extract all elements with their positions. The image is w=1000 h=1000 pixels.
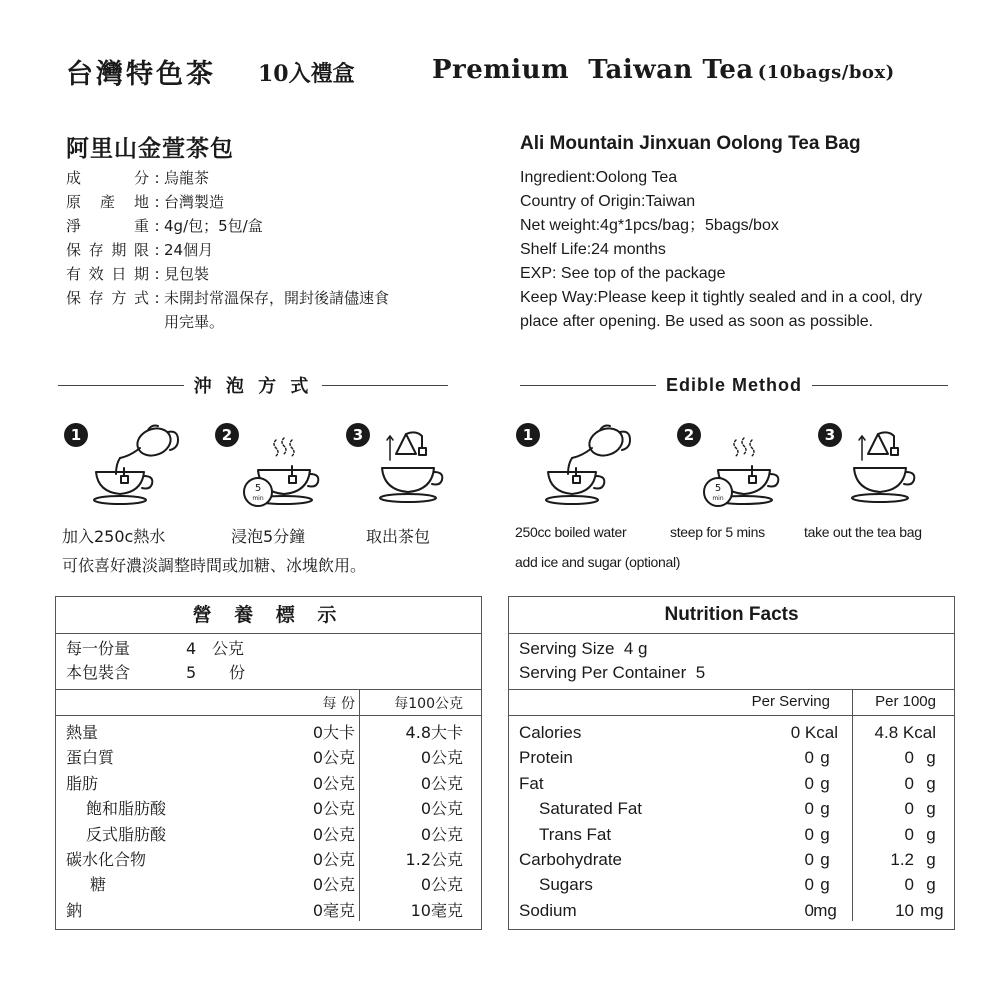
serving-size-label: 每一份量 bbox=[66, 639, 131, 658]
step-number: 2 bbox=[215, 423, 239, 447]
info-value-cont: 用完畢。 bbox=[164, 313, 225, 331]
nutrient-label: 糖 bbox=[90, 875, 107, 895]
col-per-100: Per 100g bbox=[875, 693, 936, 710]
per-serving-value: 0 Kcal bbox=[790, 723, 838, 742]
remove-teabag-icon bbox=[842, 428, 922, 512]
info-row: 保存方式 : 未開封常溫保存，開封後請儘速食 bbox=[66, 286, 486, 310]
per-100-value: 0公克 bbox=[420, 748, 463, 768]
info-value: 台灣製造 bbox=[164, 193, 225, 211]
per-serving-value: 0毫克 bbox=[312, 900, 355, 920]
step-label: 浸泡5分鐘 bbox=[231, 527, 306, 546]
per-100-value: 0公克 bbox=[420, 824, 463, 844]
info-row: 原 產 地 : 台灣製造 bbox=[66, 190, 486, 214]
servings-value: 5 bbox=[186, 663, 197, 682]
col-per-100: 每100公克 bbox=[394, 696, 463, 712]
per-serving-value: 0大卡 bbox=[312, 723, 355, 742]
info-key: 保存方式 bbox=[66, 289, 150, 307]
per-100-unit: g bbox=[926, 799, 936, 819]
per-100-value: 0公克 bbox=[420, 773, 463, 793]
nutrition-row bbox=[56, 720, 481, 745]
col-per-serving: Per Serving bbox=[751, 693, 830, 710]
remove-teabag-icon bbox=[370, 428, 450, 512]
per-serving-value: 0公克 bbox=[312, 849, 355, 869]
nutrient-label: 飽和脂肪酸 bbox=[86, 799, 167, 819]
per-100-value: 4.8大卡 bbox=[405, 723, 463, 742]
info-key: 有效日期 bbox=[66, 265, 150, 283]
info-line: Keep Way:Please keep it tightly sealed and in a cool, dry place after opening. Be used as soon as possible. bbox=[520, 289, 923, 330]
step-label: take out the tea bag bbox=[804, 524, 922, 540]
nutrient-label: 鈉 bbox=[66, 900, 83, 920]
per-serving-value: 0公克 bbox=[312, 824, 355, 844]
col-per-serving: 每 份 bbox=[322, 696, 355, 712]
product-info-en bbox=[520, 166, 960, 334]
pour-water-icon bbox=[540, 418, 640, 510]
nutrition-table-en bbox=[508, 596, 955, 930]
nutrient-label: 碳水化合物 bbox=[66, 849, 147, 869]
column-header bbox=[509, 690, 954, 716]
nutrition-rows bbox=[56, 716, 481, 923]
info-line: Country of Origin:Taiwan bbox=[520, 193, 696, 210]
per-serving-unit: g bbox=[820, 849, 830, 869]
step-label: 加入250c熱水 bbox=[62, 527, 166, 546]
per-serving-value: 0 bbox=[804, 875, 814, 895]
column-header bbox=[56, 690, 481, 716]
nutrition-row bbox=[509, 745, 954, 770]
info-line: Ingredient:Oolong Tea bbox=[520, 169, 678, 186]
per-serving-value: 0公克 bbox=[312, 799, 355, 819]
per-serving-unit: g bbox=[820, 875, 830, 895]
info-row: 有效日期 : 見包裝 bbox=[66, 262, 486, 286]
per-100-value: 0公克 bbox=[420, 875, 463, 895]
per-100-value: 10毫克 bbox=[410, 900, 463, 920]
nutrition-row bbox=[56, 898, 481, 923]
servings-per-container: Serving Per Container 5 bbox=[519, 663, 706, 682]
nutrition-row bbox=[56, 822, 481, 847]
info-line: Shelf Life:24 months bbox=[520, 241, 666, 258]
steep-timer-icon bbox=[698, 436, 782, 512]
title-en-main: Premium Taiwan Tea bbox=[432, 55, 754, 85]
nutrient-label: 反式脂肪酸 bbox=[86, 824, 167, 844]
per-100-value: 0 bbox=[904, 875, 914, 895]
step-label: 取出茶包 bbox=[366, 527, 431, 546]
nutrition-row bbox=[56, 771, 481, 796]
info-row: 保存期限 : 24個月 bbox=[66, 238, 486, 262]
per-100-unit: g bbox=[926, 875, 936, 895]
per-100-value: 1.2公克 bbox=[405, 849, 463, 869]
per-100-value: 4.8 Kcal bbox=[874, 723, 936, 742]
per-serving-value: 0 bbox=[804, 849, 814, 869]
per-serving-value: 0 bbox=[804, 799, 814, 819]
per-100-value: 0 bbox=[904, 824, 914, 844]
per-serving-value: 0 bbox=[804, 900, 814, 920]
nutrient-label: Fat bbox=[519, 773, 544, 793]
step-number: 3 bbox=[818, 423, 842, 447]
nutrition-row bbox=[56, 796, 481, 821]
per-serving-unit: g bbox=[820, 748, 830, 768]
per-100-unit: g bbox=[926, 849, 936, 869]
nutrition-row bbox=[56, 745, 481, 770]
per-serving-unit: g bbox=[820, 799, 830, 819]
per-serving-value: 0公克 bbox=[312, 773, 355, 793]
per-serving-value: 0 bbox=[804, 824, 814, 844]
method-note: add ice and sugar (optional) bbox=[515, 554, 681, 570]
method-note: 可依喜好濃淡調整時間或加糖、冰塊飲用。 bbox=[62, 556, 367, 575]
per-100-value: 0公克 bbox=[420, 799, 463, 819]
serving-size-unit: 公克 bbox=[212, 639, 245, 658]
per-serving-value: 0公克 bbox=[312, 875, 355, 895]
nutrition-row bbox=[509, 872, 954, 897]
info-value: 烏龍茶 bbox=[164, 169, 210, 187]
steep-timer-icon bbox=[238, 436, 322, 512]
product-name-en: Ali Mountain Jinxuan Oolong Tea Bag bbox=[520, 133, 861, 154]
per-serving-unit: mg bbox=[813, 900, 837, 920]
nutrient-label: Carbohydrate bbox=[519, 849, 623, 869]
per-100-unit: g bbox=[926, 824, 936, 844]
step-number: 1 bbox=[516, 423, 540, 447]
serving-size-value: 4 bbox=[186, 639, 197, 658]
servings-unit: 份 bbox=[229, 663, 246, 682]
nutrient-label: Sugars bbox=[539, 875, 593, 895]
nutrition-row bbox=[56, 847, 481, 872]
info-line: Net weight:4g*1pcs/bag；5bags/box bbox=[520, 217, 779, 234]
per-serving-value: 0公克 bbox=[312, 748, 355, 768]
nutrition-title: Nutrition Facts bbox=[509, 597, 954, 634]
info-key: 原 產 地 bbox=[66, 193, 150, 211]
per-100-value: 0 bbox=[904, 773, 914, 793]
per-100-value: 0 bbox=[904, 748, 914, 768]
per-serving-unit: g bbox=[820, 773, 830, 793]
nutrition-rows bbox=[509, 716, 954, 923]
per-100-unit: mg bbox=[920, 900, 944, 920]
nutrition-title: 營 養 標 示 bbox=[56, 597, 481, 634]
method-heading-text: Edible Method bbox=[666, 374, 802, 395]
info-key: 成 分 bbox=[66, 169, 150, 187]
nutrient-label: Protein bbox=[519, 748, 573, 768]
nutrition-table-zh bbox=[55, 596, 482, 930]
pour-water-icon bbox=[88, 418, 188, 510]
title-zh-sub: 10入禮盒 bbox=[258, 61, 355, 87]
timer-unit: min bbox=[252, 495, 264, 502]
servings-label: 本包裝含 bbox=[66, 663, 131, 682]
nutrition-row bbox=[509, 822, 954, 847]
product-name-zh: 阿里山金萱茶包 bbox=[66, 135, 234, 162]
per-100-value: 0 bbox=[904, 799, 914, 819]
method-heading-zh bbox=[58, 372, 448, 398]
per-serving-value: 0 bbox=[804, 748, 814, 768]
serving-size: Serving Size 4 g bbox=[519, 639, 648, 658]
nutrition-row bbox=[509, 771, 954, 796]
info-value: 未開封常溫保存，開封後請儘速食 bbox=[164, 289, 390, 307]
info-row: 成 分 : 烏龍茶 bbox=[66, 166, 486, 190]
nutrient-label: 蛋白質 bbox=[66, 748, 115, 768]
info-key: 保存期限 bbox=[66, 241, 150, 259]
product-info-zh bbox=[66, 166, 486, 334]
per-100-unit: g bbox=[926, 773, 936, 793]
nutrient-label: Trans Fat bbox=[539, 824, 612, 844]
serving-info bbox=[509, 634, 954, 690]
info-row: 淨 重 : 4g/包；5包/盒 bbox=[66, 214, 486, 238]
method-heading-text: 沖 泡 方 式 bbox=[193, 376, 313, 397]
timer-unit: min bbox=[712, 495, 724, 502]
serving-info bbox=[56, 634, 481, 690]
info-value: 24個月 bbox=[164, 241, 214, 259]
method-heading-en bbox=[520, 372, 948, 398]
nutrition-row bbox=[509, 796, 954, 821]
per-100-value: 1.2 bbox=[890, 849, 914, 869]
info-value: 4g/包；5包/盒 bbox=[164, 217, 263, 235]
nutrient-label: 熱量 bbox=[66, 723, 99, 742]
nutrient-label: Sodium bbox=[519, 900, 577, 920]
step-number: 2 bbox=[677, 423, 701, 447]
title-en-sub: (10bags/box) bbox=[757, 62, 895, 83]
timer-value: 5 bbox=[714, 483, 722, 494]
nutrition-row bbox=[509, 898, 954, 923]
info-key: 淨 重 bbox=[66, 217, 150, 235]
nutrient-label: 脂肪 bbox=[66, 773, 99, 793]
step-label: steep for 5 mins bbox=[670, 524, 765, 540]
title-en bbox=[432, 55, 895, 85]
info-value: 見包裝 bbox=[164, 265, 210, 283]
nutrient-label: Saturated Fat bbox=[539, 799, 643, 819]
step-label: 250cc boiled water bbox=[515, 524, 627, 540]
nutrition-row bbox=[509, 720, 954, 745]
nutrient-label: Calories bbox=[519, 723, 582, 742]
per-serving-value: 0 bbox=[804, 773, 814, 793]
info-line: EXP: See top of the package bbox=[520, 265, 726, 282]
timer-value: 5 bbox=[254, 483, 262, 494]
nutrition-row bbox=[56, 872, 481, 897]
title-zh: 台灣特色茶 bbox=[66, 59, 216, 90]
per-100-unit: g bbox=[926, 748, 936, 768]
step-number: 1 bbox=[64, 423, 88, 447]
nutrition-row bbox=[509, 847, 954, 872]
per-serving-unit: g bbox=[820, 824, 830, 844]
per-100-value: 10 bbox=[895, 900, 914, 920]
info-row-cont bbox=[66, 310, 486, 334]
step-number: 3 bbox=[346, 423, 370, 447]
